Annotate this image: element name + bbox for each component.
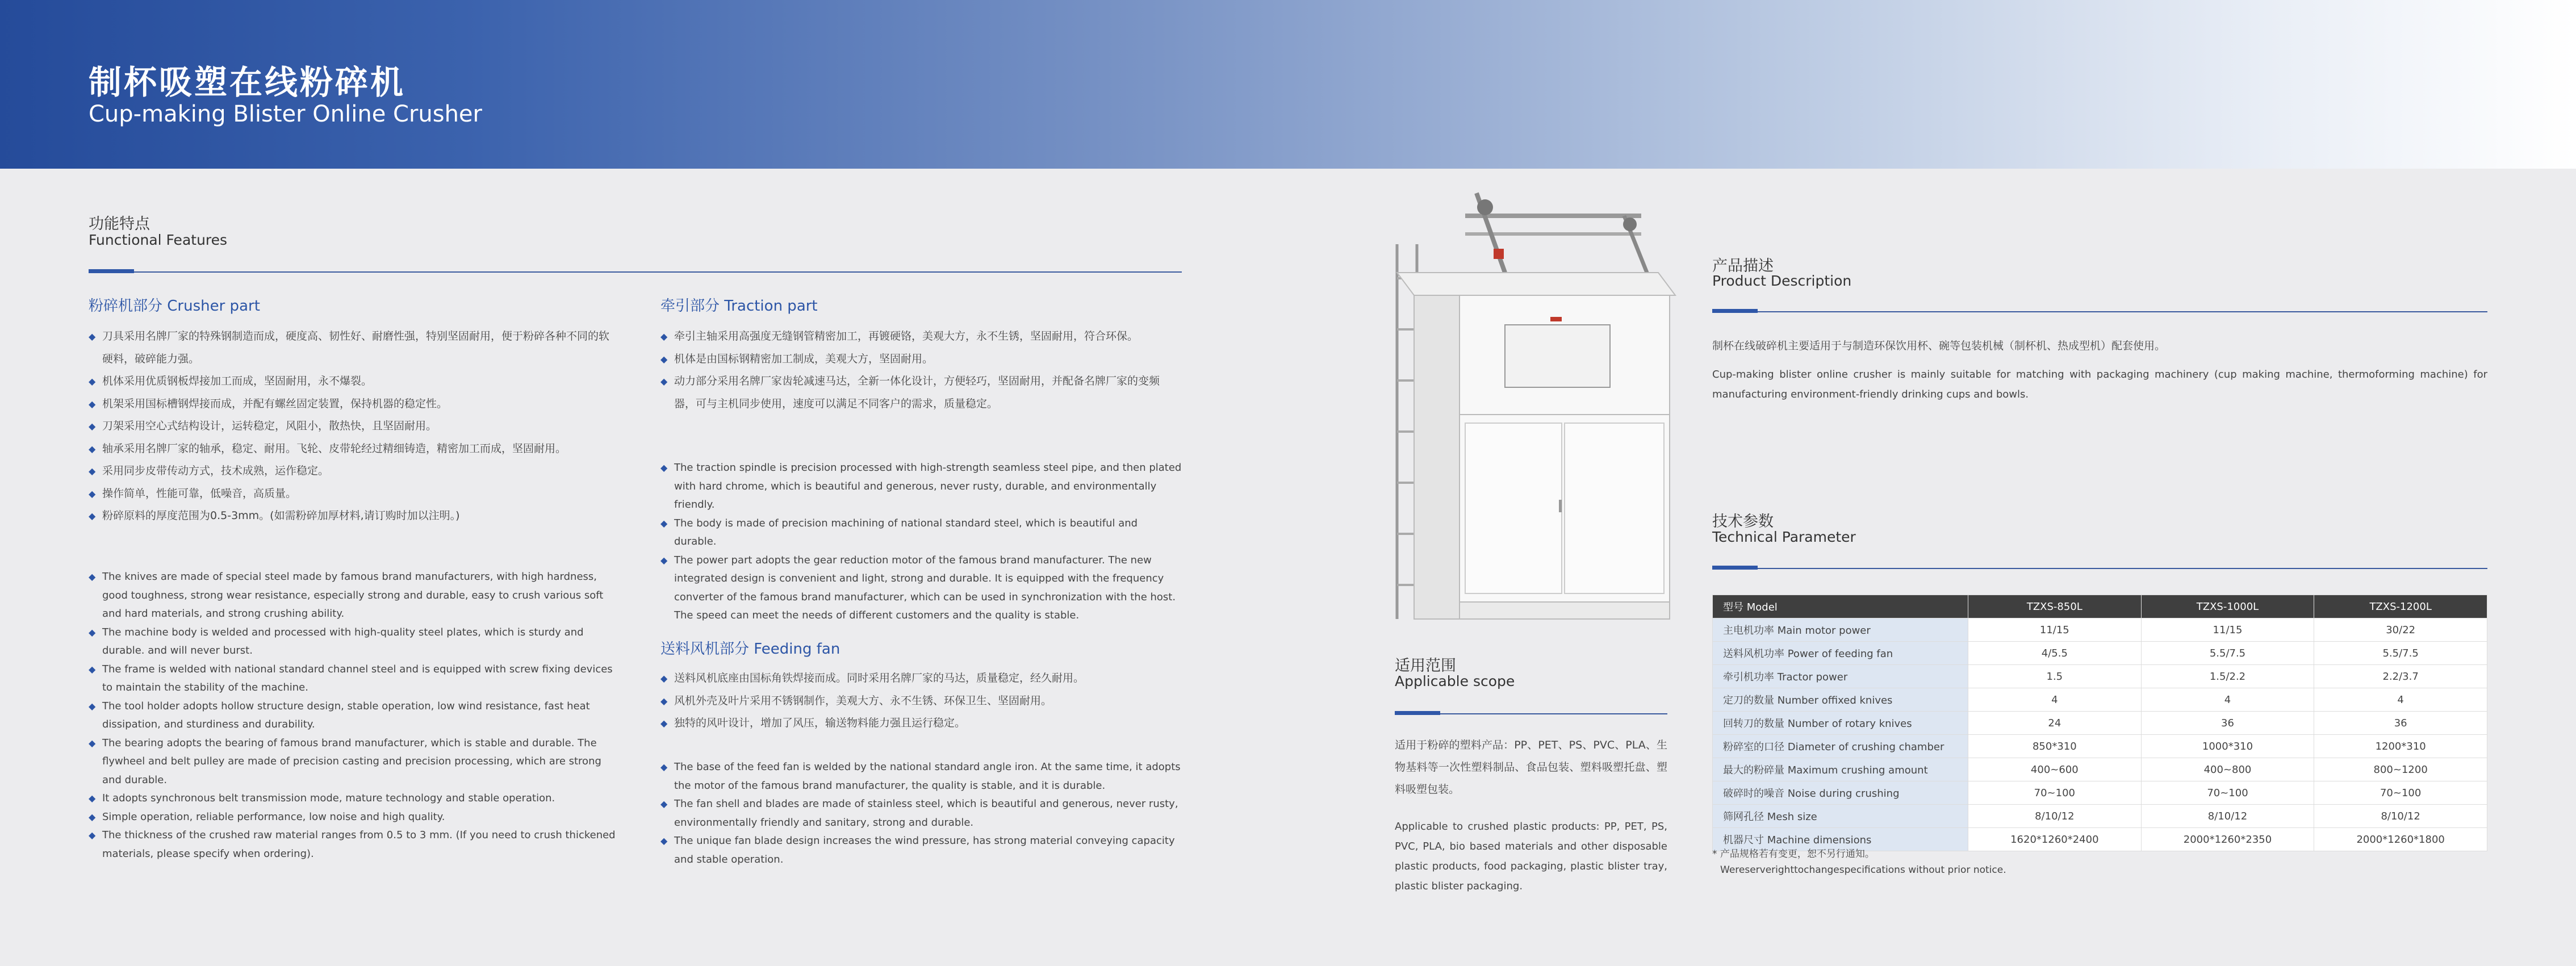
description-text-en: Cup-making blister online crusher is mainly suitable for matching with packaging machinery (cup making machine, thermoforming machine) for manufacturing environment-friendly drinking cups and bowls. (1712, 369, 2487, 400)
list-item: ◆ The bearing adopts the bearing of famous brand manufacturer, which is stable and durable. The flywheel and belt pulley are made of precision casting and precision processing, which are strong and durable. (89, 737, 601, 786)
table-cell: 400~800 (2141, 758, 2314, 781)
description-rule (1712, 311, 2487, 312)
spec-table (1712, 595, 2487, 851)
feeding-cn-list (660, 667, 1172, 735)
table-cell: 5.5/7.5 (2141, 642, 2314, 665)
table-header-row (1713, 595, 2487, 618)
scope-title-en: Applicable scope (1395, 673, 1515, 689)
table-cell: 1.5 (1968, 665, 2142, 688)
list-item: ◆ The machine body is welded and processed with high-quality steel plates, which is sturdy and durable. and will never burst. (89, 626, 584, 656)
table-row (1713, 735, 2487, 758)
description-title-cn: 产品描述 (1712, 257, 1774, 275)
table-cell: 11/15 (1968, 618, 2142, 642)
list-item: ◆ 轴承采用名牌厂家的轴承，稳定、耐用。飞轮、皮带轮经过精细铸造，精密加工而成，坚固耐用。 (89, 442, 567, 455)
spec-note-cn: * 产品规格若有变更，恕不另行通知。 (1712, 848, 1875, 860)
list-item: ◆ 机体采用优质钢板焊接加工而成，坚固耐用，永不爆裂。 (89, 375, 373, 387)
header-banner (0, 0, 2576, 169)
list-item: ◆ The body is made of precision machining of national standard steel, which is beautiful and durable. (660, 517, 1138, 547)
header-cell: TZXS-850L (1968, 595, 2142, 618)
table-cell: 11/15 (2141, 618, 2314, 642)
parameter-rule (1712, 568, 2487, 569)
traction-heading: 牵引部分 Traction part (660, 298, 818, 315)
traction-cn-list (660, 325, 1172, 415)
scope-rule-accent (1395, 711, 1440, 715)
table-cell: 2000*1260*1800 (2314, 828, 2487, 851)
spec-note (1712, 846, 2006, 878)
features-title-cn: 功能特点 (89, 215, 150, 233)
description-title-en: Product Description (1712, 273, 1852, 289)
param-name: 定刀的数量 Number offixed knives (1713, 688, 1968, 712)
param-name: 最大的粉碎量 Maximum crushing amount (1713, 758, 1968, 781)
table-cell: 400~600 (1968, 758, 2142, 781)
feeding-heading: 送料风机部分 Feeding fan (660, 641, 840, 658)
table-cell: 24 (1968, 712, 2142, 735)
page-title-cn: 制杯吸塑在线粉碎机 (89, 63, 406, 102)
table-row (1713, 688, 2487, 712)
table-row (1713, 781, 2487, 805)
table-cell: 4/5.5 (1968, 642, 2142, 665)
scope-title-cn: 适用范围 (1395, 657, 1456, 675)
param-name: 破碎时的噪音 Noise during crushing (1713, 781, 1968, 805)
table-cell: 4 (1968, 688, 2142, 712)
table-cell: 5.5/7.5 (2314, 642, 2487, 665)
crusher-en-list (89, 568, 617, 863)
param-name: 粉碎室的口径 Diameter of crushing chamber (1713, 735, 1968, 758)
table-cell: 4 (2141, 688, 2314, 712)
list-item: ◆ 采用同步皮带传动方式，技术成熟，运作稳定。 (89, 465, 329, 477)
table-cell: 36 (2314, 712, 2487, 735)
list-item: ◆ The traction spindle is precision processed with high-strength seamless steel pipe, and then plated with hard chrome, which is beautiful and generous, never rusty, durable, and environmentally friendly. (660, 462, 1182, 511)
list-item: ◆ Simple operation, reliable performance, low noise and high quality. (89, 810, 445, 823)
table-cell: 1200*310 (2314, 735, 2487, 758)
param-name: 牵引机功率 Tractor power (1713, 665, 1968, 688)
list-item: ◆ 动力部分采用名牌厂家齿轮减速马达，全新一体化设计，方便轻巧，坚固耐用，并配备名牌厂家的变频器，可与主机同步使用，速度可以满足不同客户的需求，质量稳定。 (660, 375, 1160, 410)
scope-text-en: Applicable to crushed plastic products: PP, PET, PS, PVC, PLA, bio based materials and other disposable plastic products, food packaging, plastic blister tray, plastic blister packaging. (1395, 821, 1667, 892)
table-cell: 1620*1260*2400 (1968, 828, 2142, 851)
table-cell: 2.2/3.7 (2314, 665, 2487, 688)
table-cell: 2000*1260*2350 (2141, 828, 2314, 851)
table-row (1713, 712, 2487, 735)
table-cell: 8/10/12 (1968, 805, 2142, 828)
header-cell: 型号 Model (1713, 595, 1968, 618)
table-cell: 30/22 (2314, 618, 2487, 642)
list-item: ◆ 独特的风叶设计，增加了风压，输送物料能力强且运行稳定。 (660, 717, 966, 729)
list-item: ◆ 送料风机底座由国标角铁焊接而成。同时采用名牌厂家的马达，质量稳定，经久耐用。 (660, 672, 1085, 684)
crusher-cn-list (89, 325, 611, 528)
table-cell: 1000*310 (2141, 735, 2314, 758)
list-item: ◆ 粉碎原料的厚度范围为0.5-3mm。(如需粉碎加厚材料,请订购时加以注明。) (89, 509, 460, 522)
crusher-heading: 粉碎机部分 Crusher part (89, 298, 260, 315)
param-name: 送料风机功率 Power of feeding fan (1713, 642, 1968, 665)
features-rule-accent (89, 269, 134, 273)
table-cell: 8/10/12 (2141, 805, 2314, 828)
list-item: ◆ The base of the feed fan is welded by the national standard angle iron. At the same time, it adopts the motor of the famous brand manufacturer, the quality is stable, and it is durable. (660, 761, 1181, 792)
traction-en-list (660, 459, 1183, 625)
features-title-en: Functional Features (89, 232, 228, 248)
table-cell: 70~100 (2141, 781, 2314, 805)
page-title-en: Cup-making Blister Online Crusher (89, 101, 482, 127)
table-cell: 800~1200 (2314, 758, 2487, 781)
param-name: 筛网孔径 Mesh size (1713, 805, 1968, 828)
list-item: ◆ 刀架采用空心式结构设计，运转稳定，风阻小，散热快，且坚固耐用。 (89, 420, 437, 432)
parameter-title-cn: 技术参数 (1712, 513, 1774, 530)
param-name: 主电机功率 Main motor power (1713, 618, 1968, 642)
list-item: ◆ 刀具采用名牌厂家的特殊钢制造而成，硬度高、韧性好、耐磨性强，特别坚固耐用，便于粉碎各种不同的软硬料，破碎能力强。 (89, 330, 610, 365)
list-item: ◆ 机架采用国标槽钢焊接而成，并配有螺丝固定装置，保持机器的稳定性。 (89, 397, 448, 410)
description-rule-accent (1712, 309, 1758, 313)
list-item: ◆ It adopts synchronous belt transmission mode, mature technology and stable operation. (89, 792, 555, 804)
crusher-machine-image (1363, 182, 1692, 630)
list-item: ◆ The thickness of the crushed raw material ranges from 0.5 to 3 mm. (If you need to crush thickened materials, please specify when ordering). (89, 829, 616, 860)
list-item: ◆ The tool holder adopts hollow structure design, stable operation, low wind resistance, fast heat dissipation, and sturdiness and durability. (89, 700, 590, 730)
table-cell: 70~100 (2314, 781, 2487, 805)
list-item: ◆ The unique fan blade design increases the wind pressure, has strong material conveying capacity and stable operation. (660, 835, 1175, 865)
table-cell: 4 (2314, 688, 2487, 712)
description-text-cn: 制杯在线破碎机主要适用于与制造环保饮用杯、碗等包装机械（制杯机、热成型机）配套使用。 (1712, 340, 2166, 352)
table-cell: 70~100 (1968, 781, 2142, 805)
header-cell: TZXS-1000L (2141, 595, 2314, 618)
list-item: ◆ The frame is welded with national standard channel steel and is equipped with screw fixing devices to maintain the stability of the machine. (89, 663, 613, 693)
scope-text-cn: 适用于粉碎的塑料产品：PP、PET、PS、PVC、PLA、生物基料等一次性塑料制品、食品包装、塑料吸塑托盘、塑料吸塑包装。 (1395, 739, 1667, 796)
table-row (1713, 805, 2487, 828)
features-rule (89, 271, 1182, 273)
parameter-rule-accent (1712, 566, 1758, 570)
header-cell: TZXS-1200L (2314, 595, 2487, 618)
param-name: 回转刀的数量 Number of rotary knives (1713, 712, 1968, 735)
list-item: ◆ 机体是由国标钢精密加工制成，美观大方，坚固耐用。 (660, 352, 934, 365)
spec-note-en: Wereserverighttochangespecifications without prior notice. (1720, 864, 2006, 876)
list-item: ◆ 操作简单，性能可靠，低噪音，高质量。 (89, 487, 297, 500)
table-row (1713, 642, 2487, 665)
table-row (1713, 665, 2487, 688)
list-item: ◆ The knives are made of special steel made by famous brand manufacturers, with high hardness, good toughness, strong wear resistance, especially strong and durable, easy to crush various soft and hard materials, and strong crushing ability. (89, 571, 604, 620)
feeding-en-list (660, 758, 1183, 869)
table-row (1713, 758, 2487, 781)
table-cell: 850*310 (1968, 735, 2142, 758)
table-row (1713, 618, 2487, 642)
table-cell: 36 (2141, 712, 2314, 735)
table-cell: 8/10/12 (2314, 805, 2487, 828)
table-cell: 1.5/2.2 (2141, 665, 2314, 688)
list-item: ◆ The power part adopts the gear reduction motor of the famous brand manufacturer. The new integrated design is convenient and light, strong and durable. It is equipped with the frequency converter of the famous brand manufacturer, which can be used in synchronization with the host. The speed can meet the needs of different customers and the quality is stable. (660, 554, 1176, 621)
list-item: ◆ The fan shell and blades are made of stainless steel, which is beautiful and generous, never rusty, environmentally friendly and sanitary, strong and durable. (660, 798, 1178, 829)
list-item: ◆ 牵引主轴采用高强度无缝钢管精密加工，再镀硬铬，美观大方，永不生锈，坚固耐用，符合环保。 (660, 330, 1139, 342)
parameter-title-en: Technical Parameter (1712, 529, 1856, 545)
list-item: ◆ 风机外壳及叶片采用不锈钢制作，美观大方、永不生锈、环保卫生、坚固耐用。 (660, 694, 1052, 707)
param-name: 机器尺寸 Machine dimensions (1713, 828, 1968, 851)
